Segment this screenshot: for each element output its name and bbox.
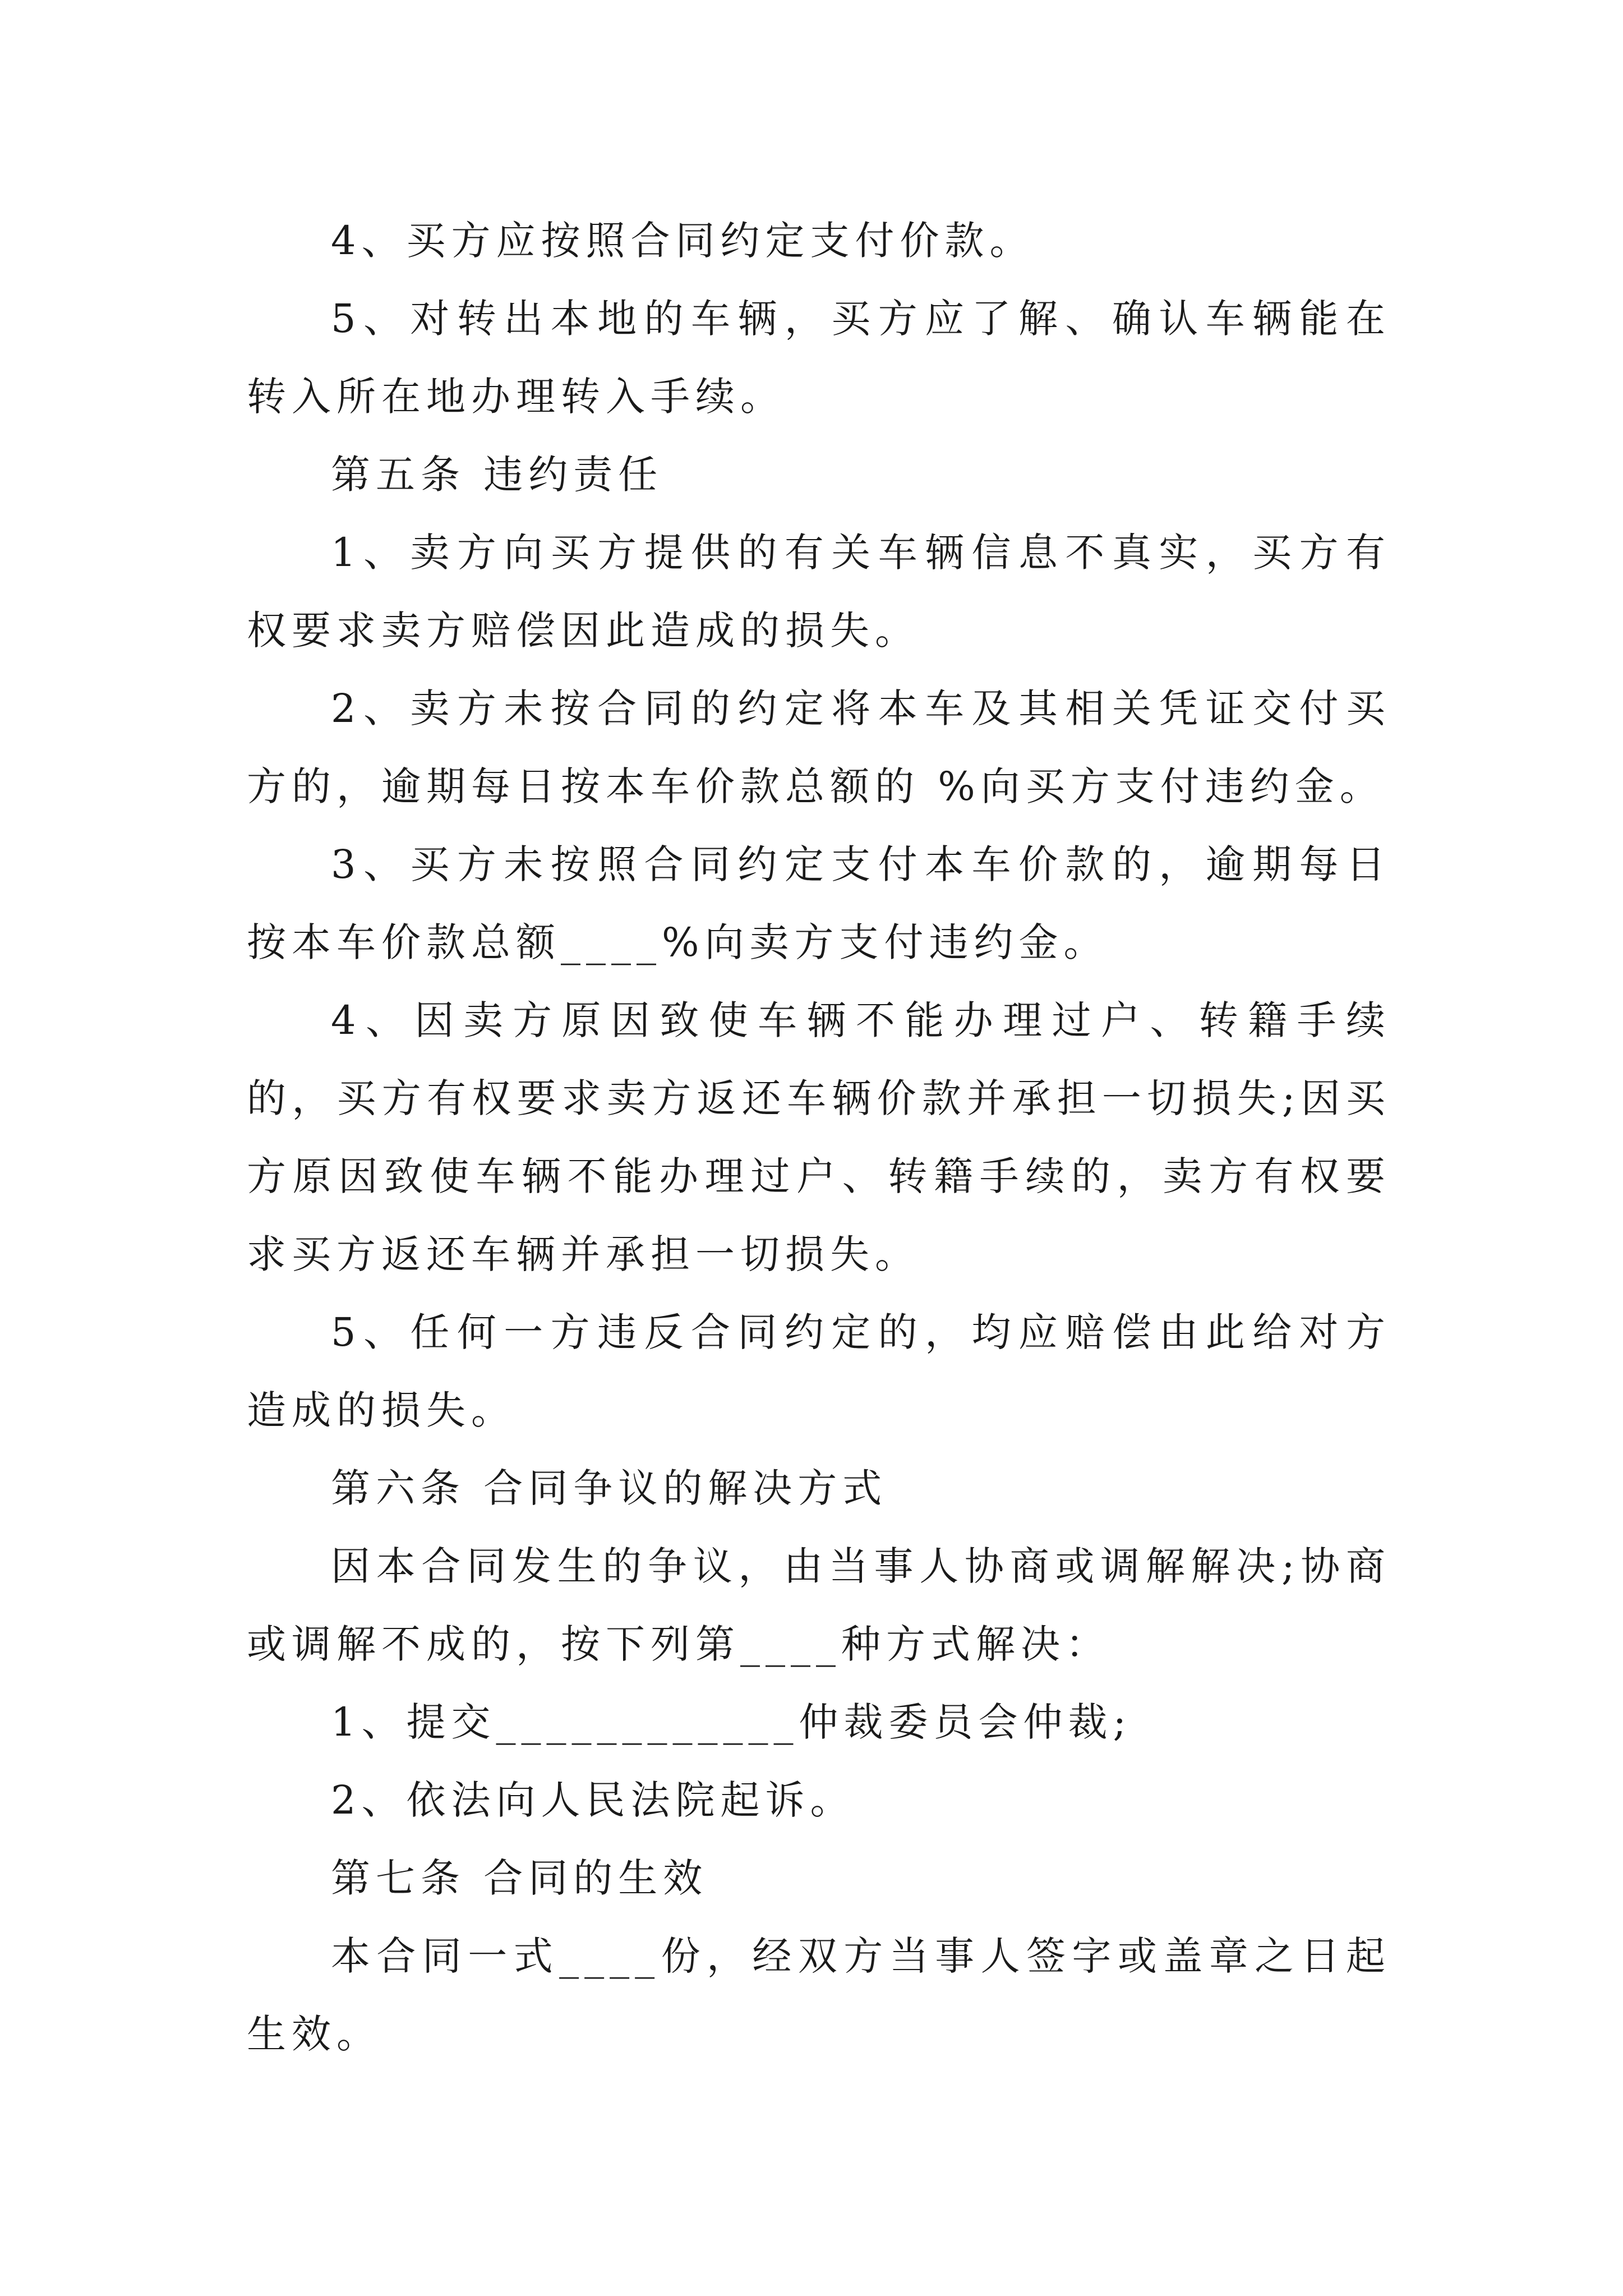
clause-breach-3: 3、买方未按照合同约定支付本车价款的，逾期每日按本车价款总额____%向卖方支付违约金。	[247, 841, 1391, 965]
clause-effect: 本合同一式____份，经双方当事人签字或盖章之日起生效。	[247, 1933, 1391, 2057]
clause-dispute-arbitration: 1、提交____________仲裁委员会仲裁;	[331, 1699, 1132, 1745]
clause-breach-1: 1、卖方向买方提供的有关车辆信息不真实，买方有权要求卖方赔偿因此造成的损失。	[247, 530, 1391, 654]
section-heading-dispute: 第六条 合同争议的解决方式	[331, 1465, 888, 1511]
clause-breach-5: 5、任何一方违反合同约定的，均应赔偿由此给对方造成的损失。	[247, 1309, 1391, 1433]
clause-dispute-court: 2、依法向人民法院起诉。	[331, 1777, 855, 1823]
clause-breach-4: 4、因卖方原因致使车辆不能办理过户、转籍手续的，买方有权要求卖方返还车辆价款并承担一切损失;因买方原因致使车辆不能办理过户、转籍手续的，卖方有权要求买方返还车辆并承担一切损失。	[247, 997, 1391, 1277]
clause-buyer-transfer-check: 5、对转出本地的车辆，买方应了解、确认车辆能在转入所在地办理转入手续。	[247, 296, 1391, 420]
clause-dispute-intro: 因本合同发生的争议，由当事人协商或调解解决;协商或调解不成的，按下列第____种方式解决：	[247, 1543, 1391, 1667]
clause-breach-2: 2、卖方未按合同的约定将本车及其相关凭证交付买方的，逾期每日按本车价款总额的 %向买方支付违约金。	[247, 685, 1391, 809]
section-heading-effect: 第七条 合同的生效	[331, 1855, 708, 1901]
document-body	[247, 202, 1391, 2073]
section-heading-breach: 第五条 违约责任	[331, 452, 663, 498]
clause-buyer-payment: 4、买方应按照合同约定支付价款。	[331, 218, 1035, 264]
